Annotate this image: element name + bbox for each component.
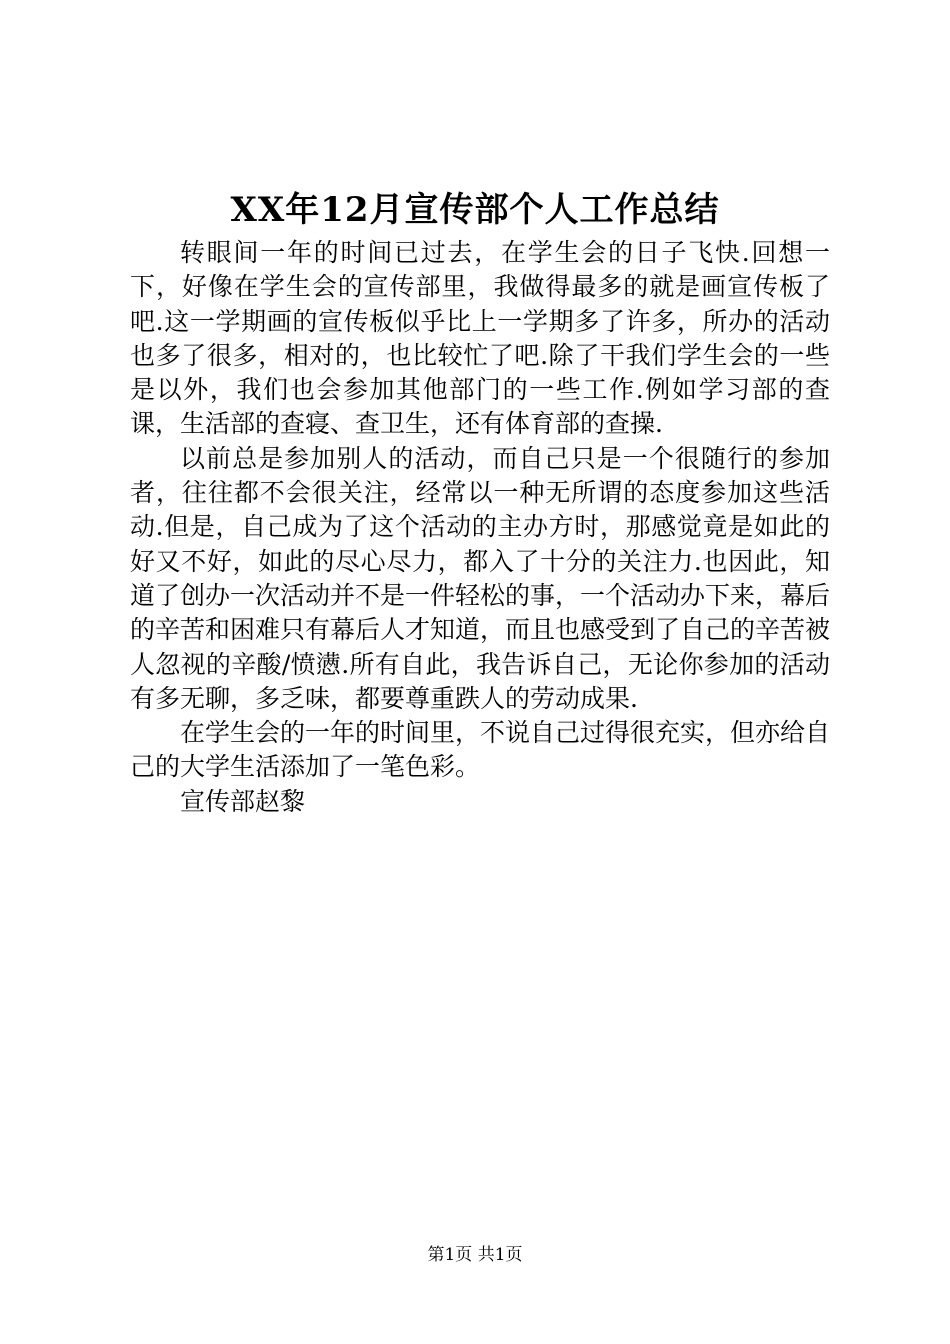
paragraph-1: 转眼间一年的时间已过去，在学生会的日子飞快.回想一下，好像在学生会的宣传部里，我做得最多的就是画宣传板了吧.这一学期画的宣传板似乎比上一学期多了许多，所办的活动也多了很多，相对的，也比较忙了吧.除了干我们学生会的一些是以外，我们也会参加其他部门的一些工作.例如学习部的查课，生活部的查寝、查卫生，还有体育部的查操. <box>130 238 830 439</box>
signature: 宣传部赵黎 <box>180 786 306 816</box>
page-footer: 第1页 共1页 <box>427 1245 523 1265</box>
document-title: XX年12月宣传部个人工作总结 <box>230 190 720 230</box>
paragraph-3: 在学生会的一年的时间里，不说自己过得很充实，但亦给自己的大学生活添加了一笔色彩。 <box>130 718 831 782</box>
paragraph-2: 以前总是参加别人的活动，而自己只是一个很随行的参加者，往往都不会很关注，经常以一种无所谓的态度参加这些活动.但是，自己成为了这个活动的主办方时，那感觉竟是如此的好又不好，如此的尽心尽力，都入了十分的关注力.也因此，知道了创办一次活动并不是一件轻松的事，一个活动办下来，幕后的辛苦和困难只有幕后人才知道，而且也感受到了自己的辛苦被人忽视的辛酸/愤懑.所有自此，我告诉自己，无论你参加的活动有多无聊，多乏味，都要尊重跌人的劳动成果. <box>130 443 831 713</box>
document-body <box>130 236 830 819</box>
